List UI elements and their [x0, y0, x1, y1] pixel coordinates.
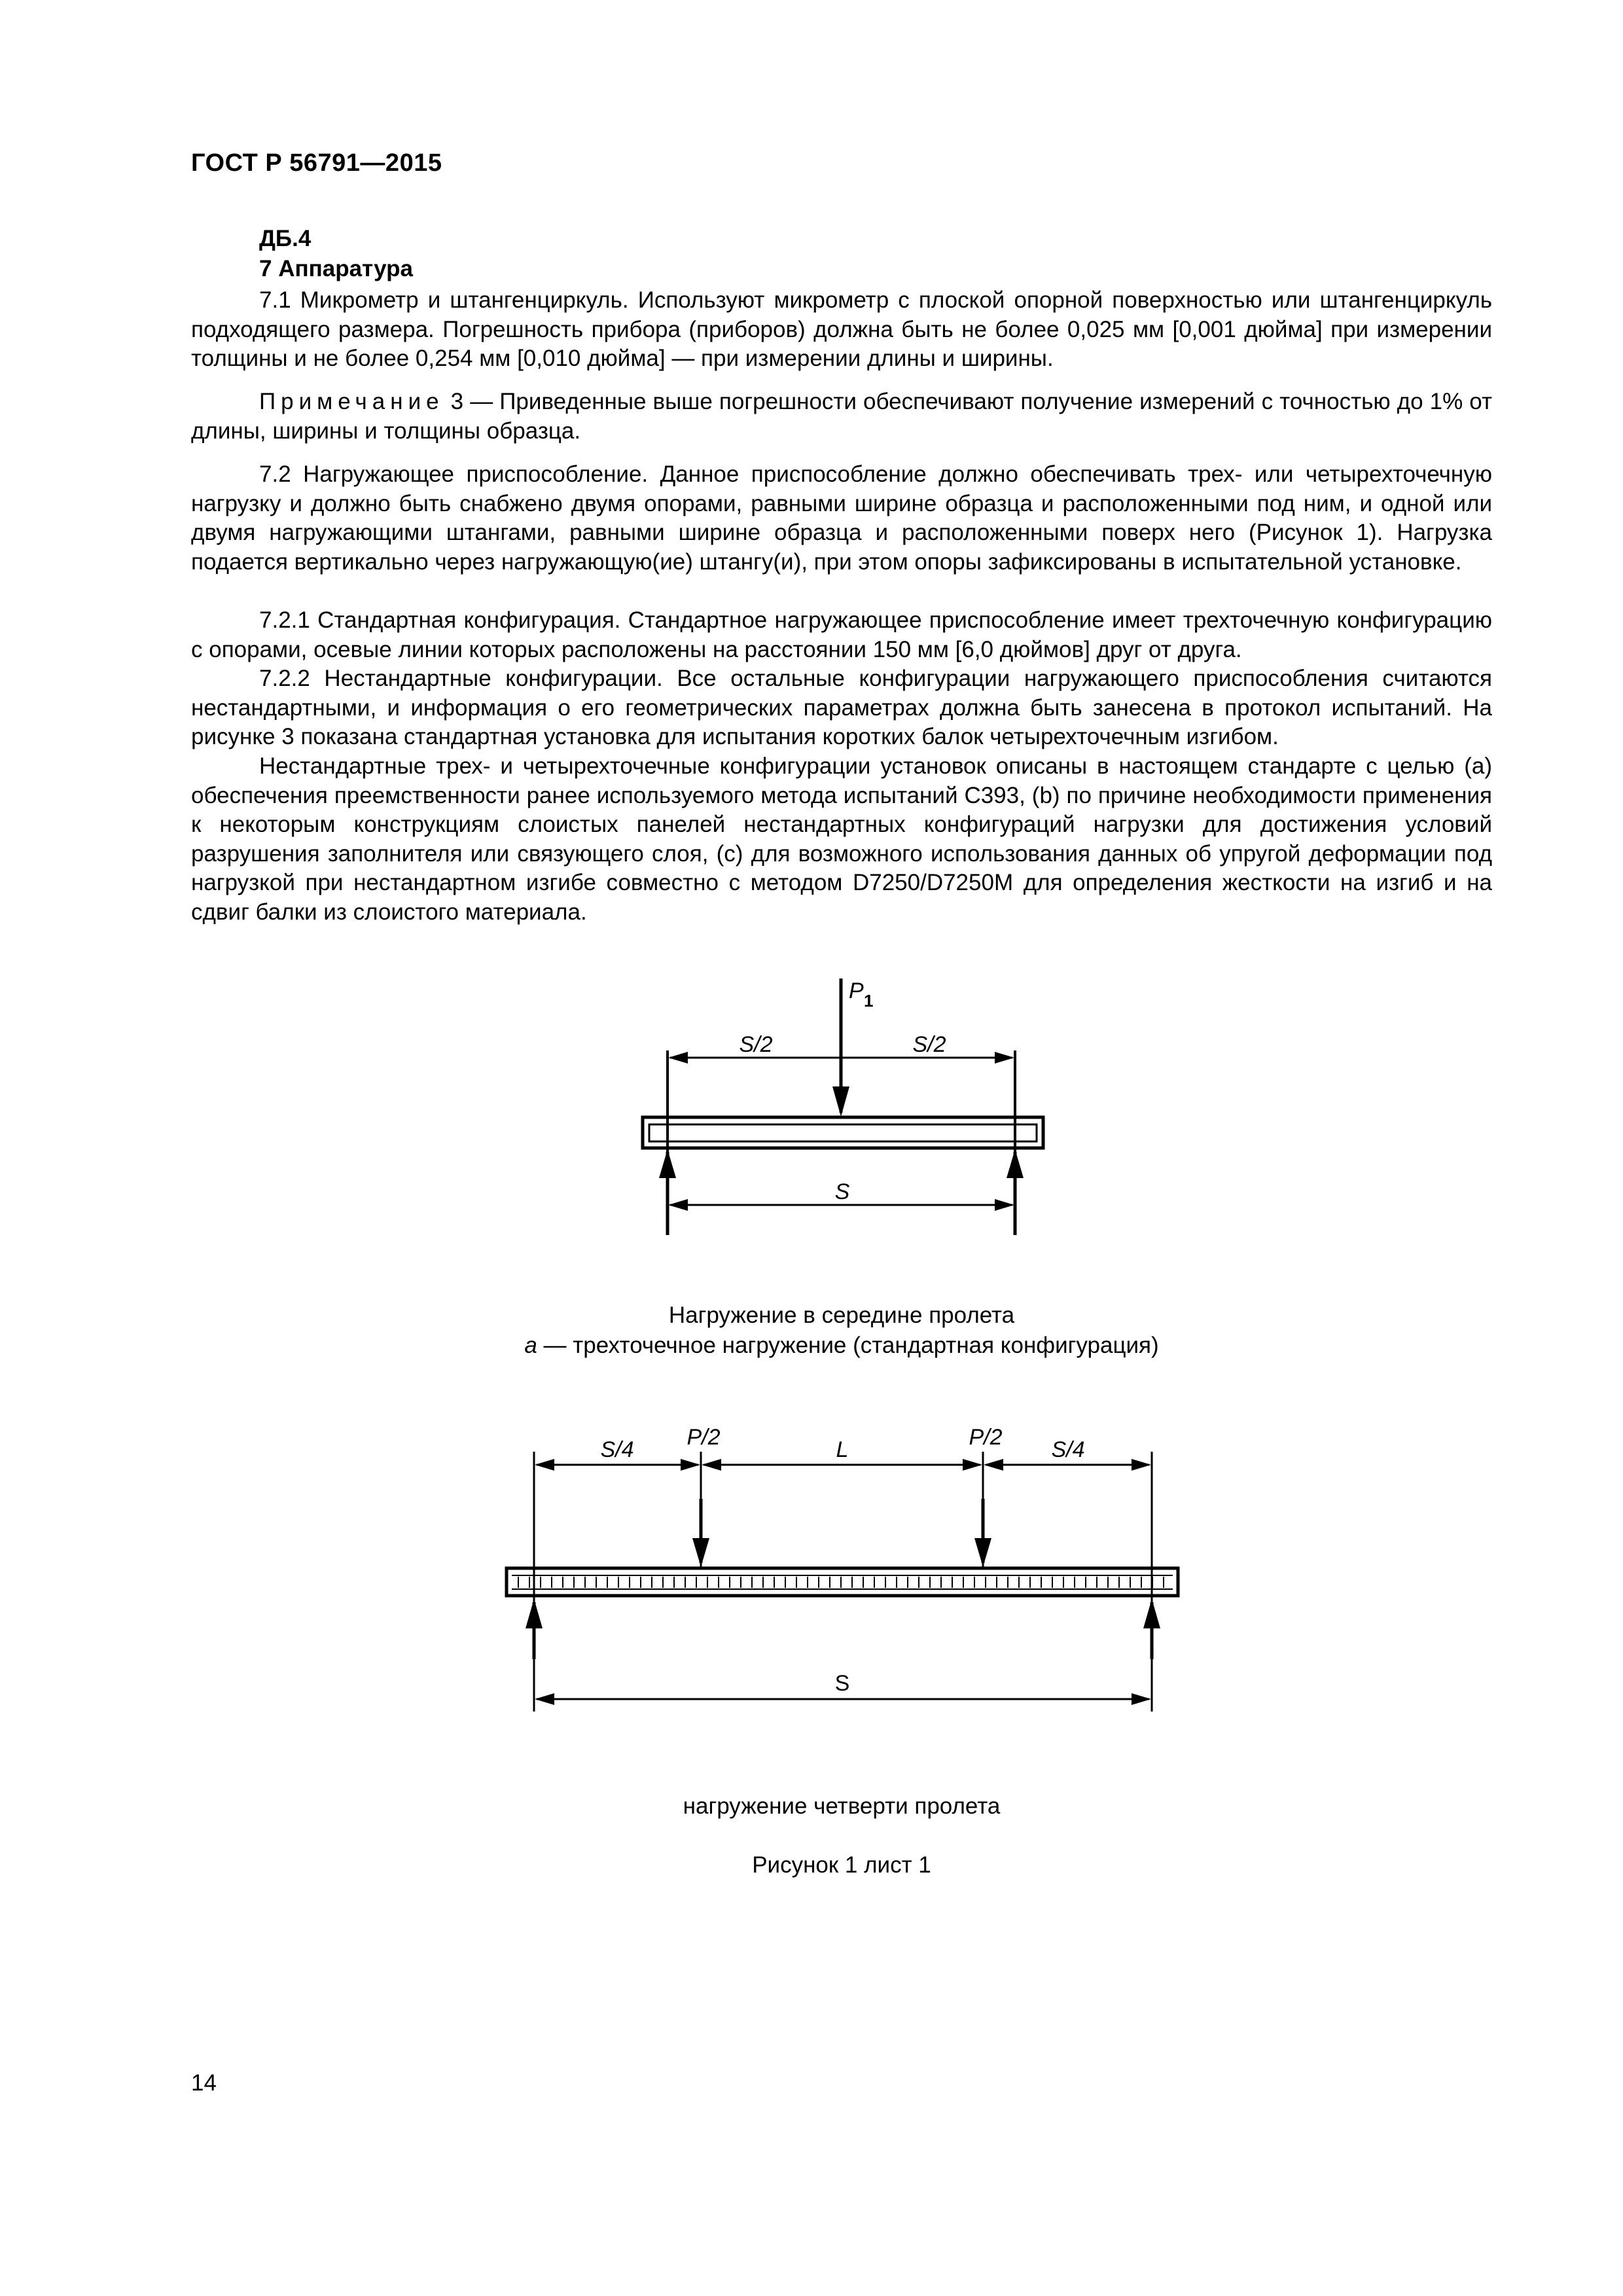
section-title: 7 Аппаратура: [259, 256, 413, 281]
figure-a-load-label: P: [849, 978, 864, 1003]
figure-b-span-label: S: [834, 1671, 850, 1696]
figure-b-quarter-right: S/4: [1051, 1437, 1085, 1462]
figure-a-drawing: [643, 978, 1043, 1235]
figure-b-caption: нагружение четверти пролета: [683, 1793, 1001, 1819]
figure-caption: Рисунок 1 лист 1: [752, 1852, 931, 1878]
figure-b-quarter-left: S/4: [600, 1437, 634, 1462]
figure-b-middle-label: L: [836, 1437, 849, 1462]
paragraph-7-2: 7.2 Нагружающее приспособление. Данное приспособление должно обеспечивать трех- или четырехточечную нагрузку и должно быть снабжено двумя опорами, равными ширине образца и расположенными под ним, и одной или двумя нагружающими штангами, равными ширине образца и расположенными поверх него (Рисунок 1). Нагрузка подается вертикально через нагружающую(ие) штангу(и), при этом опоры зафиксированы в испытательной установке.: [191, 461, 1492, 575]
figure-a-half-span-left: S/2: [739, 1032, 773, 1057]
figure-a-load-subscript: 1: [864, 991, 874, 1011]
figure-a-caption-text: — трехточечное нагружение (стандартная конфигурация): [537, 1333, 1159, 1358]
page-number: 14: [191, 2070, 217, 2096]
figure-a-caption-letter: а: [524, 1333, 537, 1358]
figure-a-caption-line2: [191, 1333, 1492, 1359]
figure-a-span-label: S: [834, 1179, 850, 1204]
note-text: 3 — Приведенные выше погрешности обеспечивают получение измерений с точностью до 1% от длины, ширины и толщины образца.: [191, 389, 1492, 444]
figure-a-half-span-right: S/2: [912, 1032, 946, 1057]
paragraph-7-1: 7.1 Микрометр и штангенциркуль. Используют микрометр с плоской опорной поверхностью или штангенциркуль подходящего размера. Погрешность прибора (приборов) должна быть не более 0,025 мм [0,001 дюйма] при измерении толщины и не более 0,254 мм [0,010 дюйма] — при измерении длины и ширины.: [191, 287, 1492, 372]
figure-b-load-right: P/2: [969, 1425, 1003, 1450]
note-label: Примечание: [259, 389, 444, 414]
paragraph-7-2-1: 7.2.1 Стандартная конфигурация. Стандартное нагружающее приспособление имеет трехточечную конфигурацию с опорами, осевые линии которых расположены на расстоянии 150 мм [6,0 дюймов] друг от друга.: [191, 607, 1492, 662]
paragraph-nonstandard-configurations: Нестандартные трех- и четырехточечные конфигурации установок описаны в настоящем стандарте с целью (а) обеспечения преемственности ранее используемого метода испытаний C393, (b) по причине необходимости применения к некоторым конструкциям слоистых панелей нестандартных конфигураций нагрузки для достижения условий разрушения заполнителя или связующего слоя, (с) для возможного использования данных об упругой деформации под нагрузкой при нестандартном изгибе совместно с методом D7250/D7250M для определения жесткости на изгиб и на сдвиг балки из слоистого материала.: [191, 753, 1492, 925]
paragraph-7-2-2: 7.2.2 Нестандартные конфигурации. Все остальные конфигурации нагружающего приспособления считаются нестандартными, и информация о его геометрических параметрах должна быть занесена в протокол испытаний. На рисунке 3 показана стандартная установка для испытания коротких балок четырехточечным изгибом.: [191, 666, 1492, 750]
standard-code-header: ГОСТ Р 56791—2015: [191, 149, 442, 177]
note-3: [191, 387, 1492, 446]
figure-a-caption-line1: Нагружение в середине пролета: [668, 1302, 1015, 1328]
figure-b-drawing: [507, 1452, 1178, 1712]
section-id: ДБ.4: [259, 226, 312, 251]
figure-b-load-left: P/2: [687, 1425, 721, 1450]
